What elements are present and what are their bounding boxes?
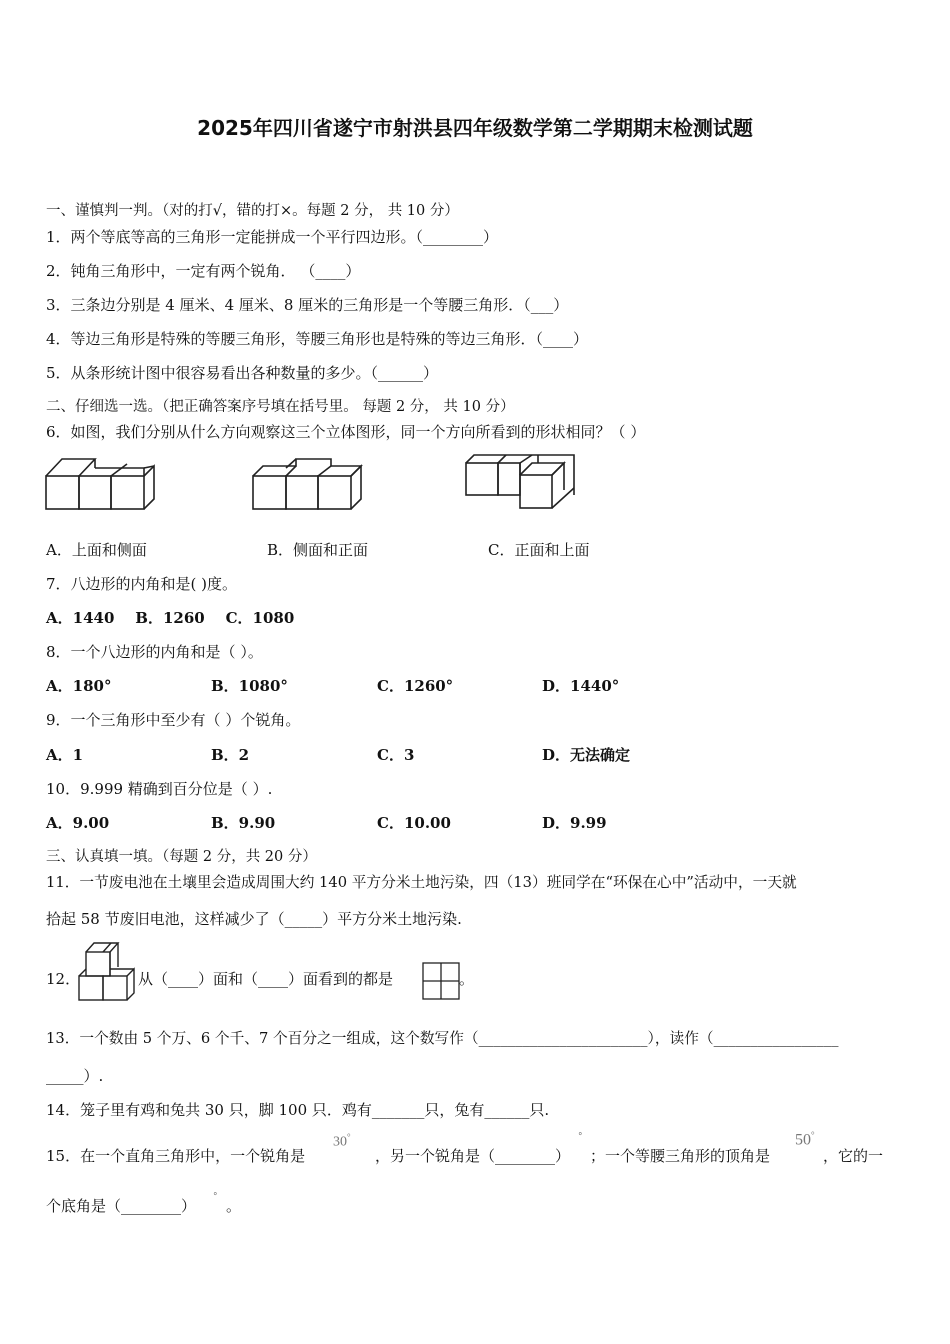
question-10-option-a: A．9.00 — [46, 814, 110, 832]
question-15-line2: 个底角是（________） — [46, 1197, 197, 1215]
square-grid-shape — [422, 962, 460, 1000]
question-9-option-a: A．1 — [46, 746, 84, 764]
stacked-cubes-figure — [76, 940, 138, 1004]
cube-figure-1 — [44, 454, 159, 514]
question-1: 1．两个等底等高的三角形一定能拼成一个平行四边形。（________） — [46, 228, 499, 246]
question-6-option-a: A．上面和侧面 — [46, 541, 147, 559]
question-10-stem: 10．9.999 精确到百分位是（ ）. — [46, 780, 273, 798]
degree-mark-1: ° — [578, 1132, 583, 1142]
question-6-option-c: C．正面和上面 — [488, 541, 590, 559]
question-10-option-d: D．9.99 — [542, 814, 607, 832]
question-6-stem: 6．如图，我们分别从什么方向观察这三个立体图形，同一个方向所看到的形状相同？（ ） — [46, 423, 646, 441]
question-11-line2: 拾起 58 节废旧电池，这样减少了（_____）平方分米土地污染. — [46, 910, 462, 928]
question-4: 4．等边三角形是特殊的等腰三角形，等腰三角形也是特殊的等边三角形．（____） — [46, 330, 589, 348]
question-3: 3．三条边分别是 4 厘米、4 厘米、8 厘米的三角形是一个等腰三角形．（___） — [46, 296, 569, 314]
question-15-part3: ；一个等腰三角形的顶角是 — [590, 1147, 771, 1165]
question-15-part4: ，它的一 — [823, 1147, 884, 1165]
question-10-option-b: B．9.90 — [211, 814, 276, 832]
question-9-stem: 9．一个三角形中至少有（ ）个锐角。 — [46, 711, 301, 729]
angle-30: 30° — [333, 1132, 351, 1150]
angle-50: 50° — [795, 1130, 815, 1149]
section3-heading: 三、认真填一填。（每题 2 分，共 20 分） — [46, 849, 317, 865]
question-9-option-c: C．3 — [377, 746, 415, 764]
question-12-end: 。 — [459, 970, 475, 988]
question-13-line2: _____）. — [46, 1067, 104, 1085]
question-14: 14．笼子里有鸡和兔共 30 只，脚 100 只．鸡有_______只，兔有______只. — [46, 1101, 550, 1119]
section2-heading: 二、仔细选一选。（把正确答案序号填在括号里。 每题 2 分， 共 10 分） — [46, 399, 515, 415]
question-15-line2-end: 。 — [226, 1197, 242, 1215]
question-8-option-c: C．1260° — [377, 677, 454, 695]
question-11-line1: 11．一节废电池在土壤里会造成周围大约 140 平方分米土地污染，四（13）班同学在“环保在心中”活动中，一天就 — [46, 874, 797, 891]
question-10-option-c: C．10.00 — [377, 814, 451, 832]
question-8-option-a: A．180° — [46, 677, 112, 695]
question-7-stem: 7．八边形的内角和是( )度。 — [46, 575, 238, 593]
question-8-stem: 8．一个八边形的内角和是（ ）。 — [46, 643, 263, 661]
question-6-option-b: B．侧面和正面 — [267, 541, 369, 559]
question-9-option-d: D．无法确定 — [542, 746, 631, 764]
degree-mark-2: ° — [213, 1192, 218, 1202]
question-12-text: 从（____）面和（____）面看到的都是 — [138, 970, 394, 988]
question-5: 5．从条形统计图中很容易看出各种数量的多少。（______） — [46, 364, 439, 382]
question-15-part2: ，另一个锐角是（________） — [375, 1147, 571, 1165]
question-15-part1: 15．在一个直角三角形中，一个锐角是 — [46, 1147, 306, 1165]
question-2: 2．钝角三角形中，一定有两个锐角． （____） — [46, 262, 361, 280]
question-9-option-b: B．2 — [211, 746, 250, 764]
question-8-option-d: D．1440° — [542, 677, 620, 695]
question-12-number: 12． — [46, 970, 81, 988]
cube-figure-3 — [462, 450, 582, 515]
cube-figure-2 — [251, 454, 366, 514]
question-7-options: A．1440 B．1260 C．1080 — [46, 609, 295, 627]
section1-heading: 一、谨慎判一判。（对的打√，错的打×。每题 2 分， 共 10 分） — [46, 203, 459, 219]
question-8-option-b: B．1080° — [211, 677, 288, 695]
question-13-line1: 13．一个数由 5 个万、6 个千、7 个百分之一组成，这个数写作（_______________________），读作（_________________ — [46, 1030, 839, 1047]
page-title: 2025年四川省遂宁市射洪县四年级数学第二学期期末检测试题 — [197, 116, 753, 140]
